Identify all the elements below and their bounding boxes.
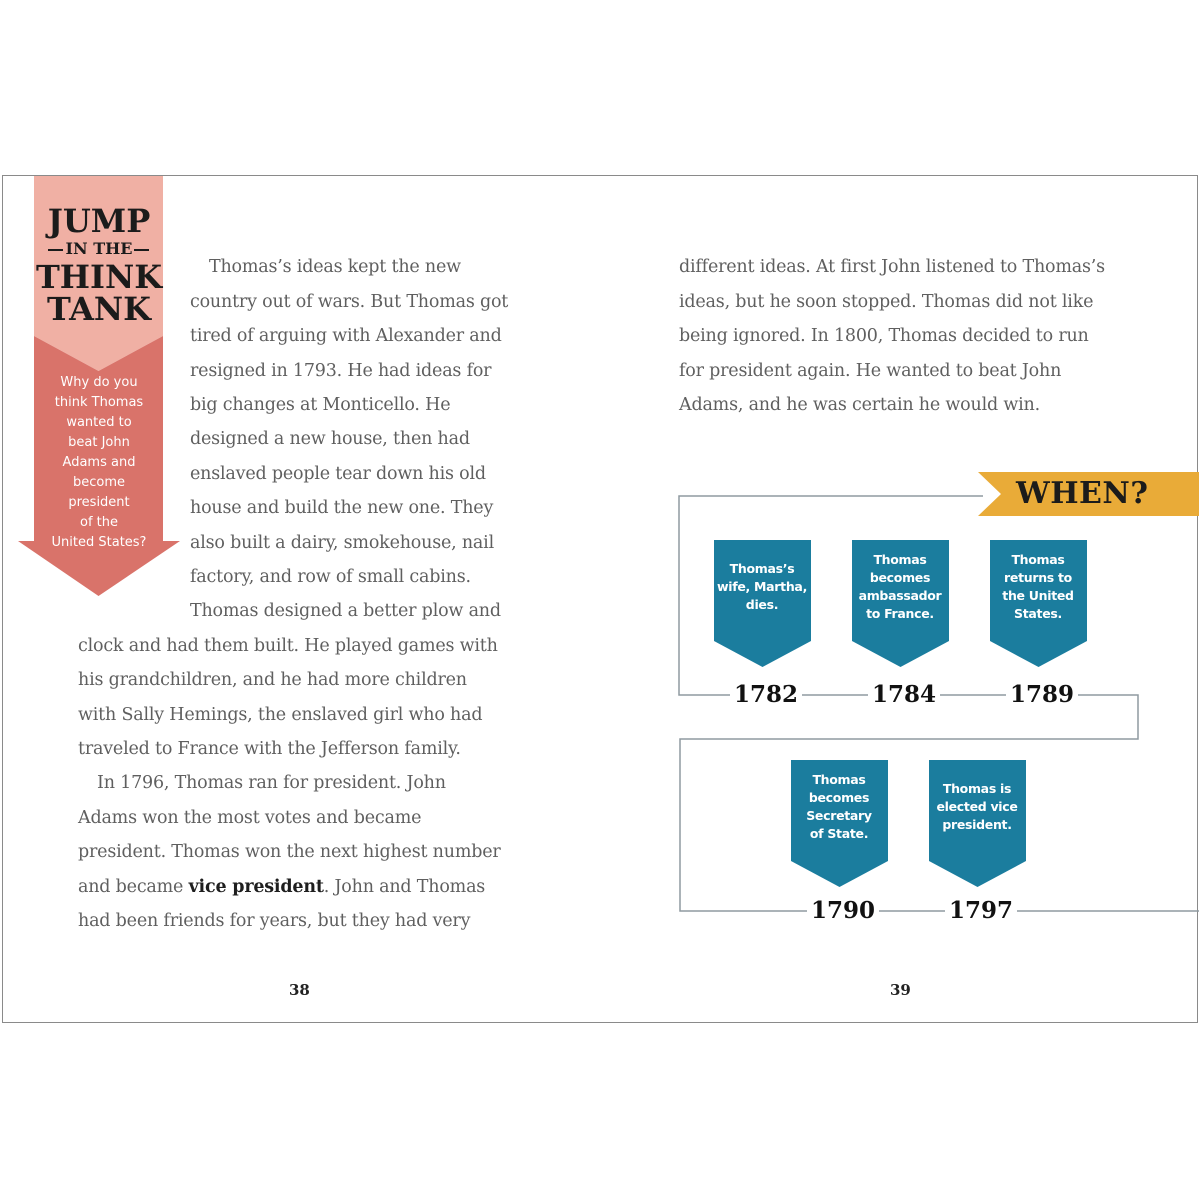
body-line: also built a dairy, smokehouse, nail	[190, 533, 494, 553]
event-text-1790	[791, 771, 887, 843]
body-line: factory, and row of small cabins.	[190, 567, 471, 587]
body-line: Adams won the most votes and became	[78, 808, 422, 828]
tank-title-tank: TANK	[47, 290, 151, 328]
body-line: Thomas’s ideas kept the new	[209, 257, 461, 277]
timeline-year-1784: 1784	[868, 682, 940, 708]
event-line: to France.	[866, 606, 934, 621]
body-line: big changes at Monticello. He	[190, 395, 451, 415]
body-line: house and build the new one. They	[190, 498, 494, 518]
body-line: his grandchildren, and he had more children	[78, 670, 467, 690]
timeline-year-1782: 1782	[730, 682, 802, 708]
event-line: becomes	[808, 790, 870, 805]
timeline-year-1790: 1790	[807, 898, 879, 924]
body-text: . John and Thomas	[323, 877, 486, 897]
event-line: ambassador	[858, 588, 942, 603]
event-line: Thomas	[812, 772, 866, 787]
page-number-left: 38	[289, 981, 310, 999]
event-line: wife, Martha,	[716, 579, 808, 594]
tank-question-line: think Thomas	[54, 395, 144, 410]
body-line: country out of wars. But Thomas got	[190, 292, 509, 312]
event-line: elected vice	[936, 799, 1018, 814]
body-line: different ideas. At first John listened to Thomas’s	[679, 257, 1105, 277]
event-line: Secretary	[806, 808, 872, 823]
event-line: Thomas’s	[729, 561, 795, 576]
body-line: being ignored. In 1800, Thomas decided to run	[679, 326, 1089, 346]
event-text-1784	[852, 551, 948, 623]
body-line: resigned in 1793. He had ideas for	[190, 361, 492, 381]
timeline-year-1797: 1797	[945, 898, 1017, 924]
glossary-term-vice-president: vice president	[188, 877, 324, 897]
when-banner-label: WHEN?	[1016, 476, 1149, 511]
body-line: Thomas designed a better plow and	[190, 601, 501, 621]
event-line: Thomas	[1011, 552, 1065, 567]
tank-title-jump: JUMP	[47, 202, 151, 240]
event-line: of State.	[809, 826, 869, 841]
body-text: and became	[78, 877, 189, 897]
body-line: tired of arguing with Alexander and	[190, 326, 502, 346]
event-text-1789	[990, 551, 1086, 623]
tank-question-line: of the	[80, 515, 118, 530]
body-line: designed a new house, then had	[190, 429, 470, 449]
event-line: Thomas is	[942, 781, 1012, 796]
tank-question-line: president	[68, 495, 130, 510]
tank-title-in-the: IN THE	[65, 239, 133, 258]
tank-question-line: Why do you	[60, 375, 138, 390]
body-line: for president again. He wanted to beat John	[679, 361, 1062, 381]
event-text-1782	[714, 560, 810, 614]
event-line: becomes	[869, 570, 931, 585]
event-text-1797	[929, 780, 1025, 834]
tank-question-line: Adams and	[62, 455, 136, 470]
tank-question-line: become	[72, 475, 125, 490]
event-line: returns to	[1004, 570, 1072, 585]
event-line: president.	[942, 817, 1012, 832]
body-line: In 1796, Thomas ran for president. John	[97, 773, 446, 793]
body-line: ideas, but he soon stopped. Thomas did not like	[679, 292, 1094, 312]
book-spread	[2, 175, 1198, 1023]
event-line: dies.	[745, 597, 779, 612]
tank-question-line: wanted to	[66, 415, 132, 430]
body-line: traveled to France with the Jefferson family.	[78, 739, 461, 759]
body-line: clock and had them built. He played games with	[78, 636, 498, 656]
tank-question-line: United States?	[51, 535, 147, 550]
timeline-year-1789: 1789	[1006, 682, 1078, 708]
body-line: Adams, and he was certain he would win.	[679, 395, 1040, 415]
body-line: enslaved people tear down his old	[190, 464, 486, 484]
event-line: Thomas	[873, 552, 927, 567]
body-line: president. Thomas won the next highest number	[78, 842, 501, 862]
event-line: States.	[1014, 606, 1062, 621]
body-line: had been friends for years, but they had very	[78, 911, 471, 931]
event-line: the United	[1002, 588, 1074, 603]
page-number-right: 39	[890, 981, 911, 999]
body-line: with Sally Hemings, the enslaved girl who had	[78, 705, 483, 725]
tank-title-think: THINK	[35, 258, 163, 296]
tank-question-line: beat John	[68, 435, 130, 450]
